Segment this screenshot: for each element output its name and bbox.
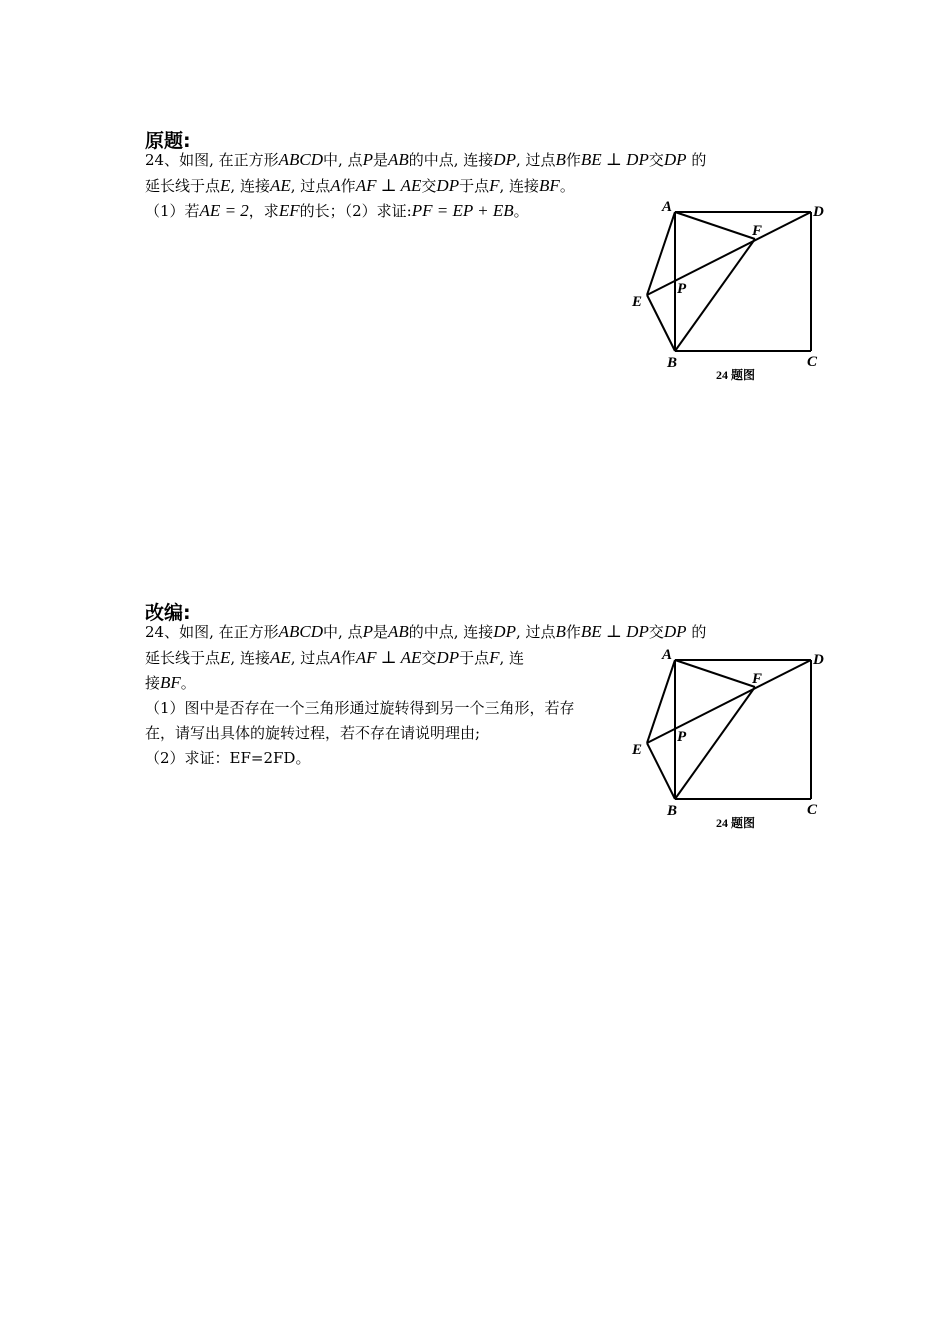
- adapted-q1-line-2: 在，请写出具体的旋转过程，若不存在请说明理由;: [145, 724, 481, 742]
- label-e: E: [632, 742, 643, 758]
- figure-caption: 24 题图: [716, 816, 756, 830]
- original-figure: [628, 198, 828, 388]
- label-e: E: [632, 294, 643, 310]
- original-heading: 原题:: [145, 130, 191, 152]
- adapted-figure: [628, 646, 828, 836]
- label-f: F: [752, 671, 763, 687]
- adapted-q1-line-1: （1）图中是否存在一个三角形通过旋转得到另一个三角形，若存: [145, 699, 575, 717]
- original-line-3: （1）若AE = 2，求EF的长；（2）求证:PF = EP + EB。: [145, 201, 529, 220]
- label-a: A: [662, 647, 673, 663]
- adapted-line-1: 24、如图, 在正方形ABCD中, 点P是AB的中点, 连接DP, 过点B作BE ⊥ DP交DP 的: [145, 622, 707, 641]
- label-p: P: [677, 281, 687, 297]
- edge-bf: [675, 239, 755, 351]
- label-a: A: [662, 199, 673, 215]
- label-c: C: [807, 802, 818, 818]
- adapted-line-3: 接BF。: [145, 673, 196, 692]
- figure-caption: 24 题图: [716, 368, 756, 382]
- label-b: B: [667, 355, 678, 371]
- edge-bf: [675, 687, 755, 799]
- original-line-1: 24、如图, 在正方形ABCD中, 点P是AB的中点, 连接DP, 过点B作BE ⊥ DP交DP 的: [145, 150, 707, 169]
- edge-eb: [647, 295, 675, 351]
- label-b: B: [667, 803, 678, 819]
- adapted-heading: 改编:: [145, 602, 191, 624]
- label-d: D: [813, 652, 824, 668]
- adapted-q2: （2）求证：EF=2FD。: [145, 749, 311, 767]
- adapted-line-2: 延长线于点E, 连接AE, 过点A作AF ⊥ AE交DP于点F, 连: [145, 648, 525, 667]
- label-f: F: [752, 223, 763, 239]
- label-c: C: [807, 354, 818, 370]
- label-d: D: [813, 204, 824, 220]
- edge-eb: [647, 743, 675, 799]
- label-p: P: [677, 729, 687, 745]
- original-line-2: 延长线于点E, 连接AE, 过点A作AF ⊥ AE交DP于点F, 连接BF。: [145, 176, 575, 195]
- edge-af: [675, 212, 755, 239]
- edge-af: [675, 660, 755, 687]
